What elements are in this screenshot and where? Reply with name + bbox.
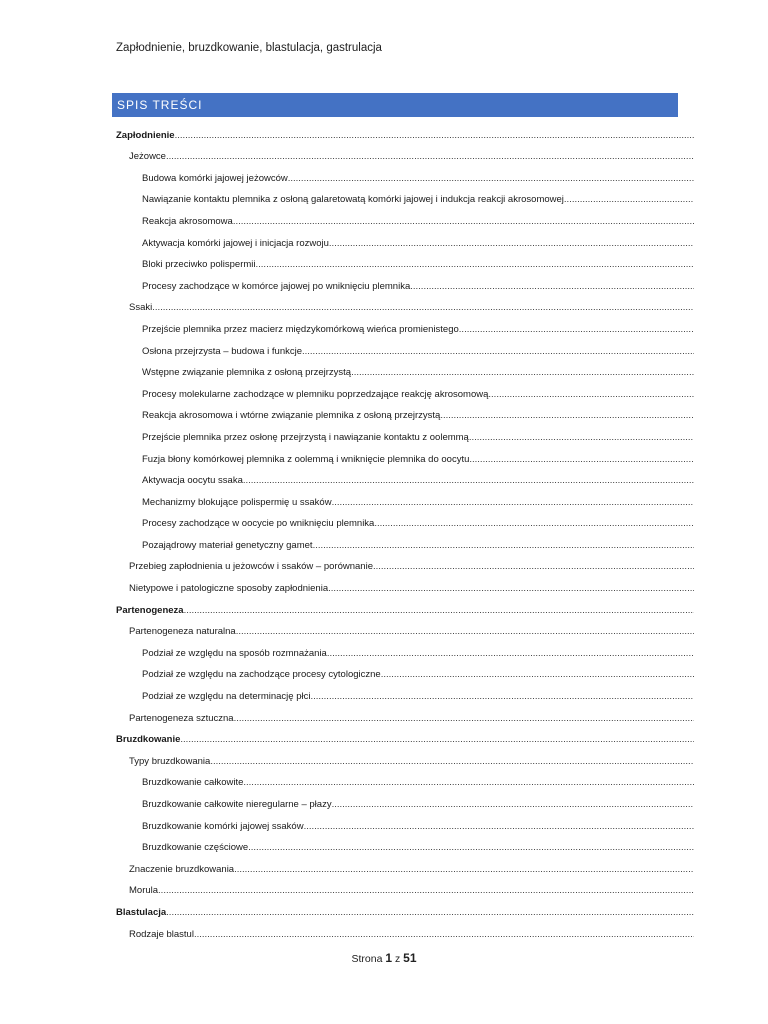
toc-entry-title: Reakcja akrosomowa i wtórne związanie plemnika z osłoną przejrzystą — [142, 410, 441, 422]
toc-dot-leader — [304, 821, 694, 833]
toc-entry-title: Procesy zachodzące w komórce jajowej po wniknięciu plemnika — [142, 280, 411, 292]
toc-entry-title: Podział ze względu na sposób rozmnażania — [142, 647, 327, 659]
toc-entry[interactable] — [116, 122, 694, 144]
footer-page-of: z — [394, 953, 401, 965]
toc-entry[interactable] — [116, 770, 694, 792]
toc-entry-title: Bruzdkowanie komórki jajowej ssaków — [142, 820, 304, 832]
toc-entry-title: Zapłodnienie — [116, 129, 175, 141]
page-footer — [0, 951, 768, 965]
toc-dot-leader — [248, 842, 694, 854]
toc-entry[interactable] — [116, 835, 694, 857]
toc-entry[interactable] — [116, 921, 694, 943]
toc-dot-leader — [184, 605, 694, 617]
toc-dot-leader — [332, 799, 694, 811]
toc-entry-title: Partenogeneza — [116, 604, 184, 616]
toc-entry[interactable] — [116, 230, 694, 252]
toc-entry-title: Morula — [129, 885, 159, 897]
toc-entry-title: Przejście plemnika przez osłonę przejrzystą i nawiązanie kontaktu z oolemmą — [142, 431, 469, 443]
toc-entry[interactable] — [116, 856, 694, 878]
toc-entry[interactable] — [116, 316, 694, 338]
toc-entry[interactable] — [116, 381, 694, 403]
toc-entry-title: Bruzdkowanie częściowe — [142, 842, 249, 854]
toc-entry[interactable] — [116, 468, 694, 490]
toc-dot-leader — [410, 281, 694, 293]
toc-entry[interactable] — [116, 878, 694, 900]
toc-heading-bar — [112, 93, 678, 117]
toc-dot-leader — [234, 713, 694, 725]
toc-entry[interactable] — [116, 295, 694, 317]
toc-entry-title: Jeżowce — [129, 151, 166, 163]
toc-entry[interactable] — [116, 273, 694, 295]
toc-entry[interactable] — [116, 575, 694, 597]
toc-dot-leader — [166, 907, 694, 919]
toc-dot-leader — [469, 454, 694, 466]
toc-entry[interactable] — [116, 403, 694, 425]
toc-entry[interactable] — [116, 748, 694, 770]
toc-entry[interactable] — [116, 511, 694, 533]
toc-dot-leader — [243, 475, 694, 487]
toc-entry-title: Podział ze względu na determinację płci — [142, 691, 311, 703]
toc-entry-title: Fuzja błony komórkowej plemnika z oolemmą i wniknięcie plemnika do oocytu — [142, 453, 470, 465]
toc-dot-leader — [328, 583, 694, 595]
toc-dot-leader — [175, 130, 694, 142]
document-header: Zapłodnienie, bruzdkowanie, blastulacja, gastrulacja — [116, 42, 382, 54]
toc-entry-title: Typy bruzdkowania — [129, 755, 211, 767]
toc-entry[interactable] — [116, 705, 694, 727]
toc-dot-leader — [351, 367, 694, 379]
toc-dot-leader — [310, 691, 694, 703]
toc-entry[interactable] — [116, 791, 694, 813]
toc-entry[interactable] — [116, 424, 694, 446]
toc-entry-title: Nawiązanie kontaktu plemnika z osłoną galaretowatą komórki jajowej i indukcja reakcji akrosomowej — [142, 194, 564, 206]
toc-entry-title: Procesy zachodzące w oocycie po wniknięciu plemnika — [142, 518, 375, 530]
toc-entry[interactable] — [116, 338, 694, 360]
toc-entry-title: Podział ze względu na zachodzące procesy cytologiczne — [142, 669, 381, 681]
toc-entry[interactable] — [116, 662, 694, 684]
toc-entry[interactable] — [116, 208, 694, 230]
toc-entry-title: Bruzdkowanie całkowite nieregularne – płazy — [142, 799, 332, 810]
toc-entry-title: Osłona przejrzysta – budowa i funkcje — [142, 345, 302, 357]
toc-dot-leader — [256, 259, 694, 271]
toc-entry[interactable] — [116, 813, 694, 835]
toc-dot-leader — [440, 410, 694, 422]
toc-dot-leader — [233, 216, 694, 228]
toc-dot-leader — [288, 173, 694, 185]
toc-entry-title: Przejście plemnika przez macierz międzykomórkową wieńca promienistego — [142, 323, 459, 335]
toc-dot-leader — [313, 540, 694, 552]
toc-entry-title: Ssaki — [129, 302, 153, 314]
toc-entry[interactable] — [116, 727, 694, 749]
toc-dot-leader — [194, 929, 694, 941]
toc-entry-title: Bloki przeciwko polispermii — [142, 259, 256, 271]
toc-dot-leader — [381, 669, 694, 681]
toc-entry[interactable] — [116, 619, 694, 641]
toc-dot-leader — [302, 346, 694, 358]
toc-entry-title: Aktywacja oocytu ssaka — [142, 475, 243, 487]
toc-entry-title: Bruzdkowanie całkowite — [142, 777, 244, 789]
toc-heading: SPIS TREŚCI — [117, 98, 203, 112]
toc-entry[interactable] — [116, 899, 694, 921]
toc-entry[interactable] — [116, 597, 694, 619]
toc-dot-leader — [210, 756, 694, 768]
toc-dot-leader — [243, 777, 694, 789]
toc-entry-title: Wstępne związanie plemnika z osłoną przejrzystą — [142, 367, 352, 379]
toc-dot-leader — [374, 518, 694, 530]
toc-entry-title: Bruzdkowanie — [116, 734, 181, 746]
toc-entry-title: Mechanizmy blokujące polispermię u ssaków — [142, 496, 332, 508]
toc-dot-leader — [459, 324, 694, 336]
toc-dot-leader — [236, 626, 694, 638]
toc-entry-title: Reakcja akrosomowa — [142, 215, 233, 227]
toc-dot-leader — [166, 151, 694, 163]
toc-entry[interactable] — [116, 252, 694, 274]
table-of-contents — [116, 122, 694, 943]
toc-entry[interactable] — [116, 446, 694, 468]
toc-dot-leader — [158, 885, 694, 897]
toc-dot-leader — [373, 561, 694, 573]
toc-entry-title: Znaczenie bruzdkowania — [129, 863, 235, 875]
toc-entry[interactable] — [116, 165, 694, 187]
footer-page-prefix: Strona — [351, 953, 383, 965]
toc-entry-title: Procesy molekularne zachodzące w plemniku poprzedzające reakcję akrosomową — [142, 388, 489, 400]
toc-entry-title: Przebieg zapłodnienia u jeżowców i ssaków – porównanie — [129, 561, 373, 573]
toc-entry[interactable] — [116, 532, 694, 554]
toc-dot-leader — [152, 302, 694, 314]
toc-entry-title: Rodzaje blastul — [129, 928, 194, 940]
toc-entry-title: Aktywacja komórki jajowej i inicjacja rozwoju — [142, 237, 329, 249]
toc-entry-title: Partenogeneza sztuczna — [129, 712, 234, 724]
toc-dot-leader — [329, 238, 694, 250]
footer-page-number: 1 — [385, 951, 393, 965]
toc-entry[interactable] — [116, 187, 694, 209]
toc-entry[interactable] — [116, 640, 694, 662]
toc-dot-leader — [564, 194, 694, 206]
toc-dot-leader — [327, 648, 694, 660]
toc-entry[interactable] — [116, 144, 694, 166]
toc-dot-leader — [488, 389, 694, 401]
toc-entry[interactable] — [116, 489, 694, 511]
toc-dot-leader — [234, 864, 694, 876]
toc-entry-title: Pozajądrowy materiał genetyczny gamet — [142, 539, 313, 551]
toc-entry[interactable] — [116, 360, 694, 382]
toc-entry-title: Blastulacja — [116, 906, 167, 918]
toc-dot-leader — [180, 734, 694, 746]
toc-entry[interactable] — [116, 554, 694, 576]
toc-entry-title: Nietypowe i patologiczne sposoby zapłodnienia — [129, 583, 329, 595]
toc-entry-title: Budowa komórki jajowej jeżowców — [142, 172, 288, 184]
toc-entry-title: Partenogeneza naturalna — [129, 626, 236, 638]
toc-dot-leader — [332, 497, 694, 509]
toc-dot-leader — [469, 432, 694, 444]
toc-entry[interactable] — [116, 683, 694, 705]
footer-page-total: 51 — [403, 951, 417, 965]
